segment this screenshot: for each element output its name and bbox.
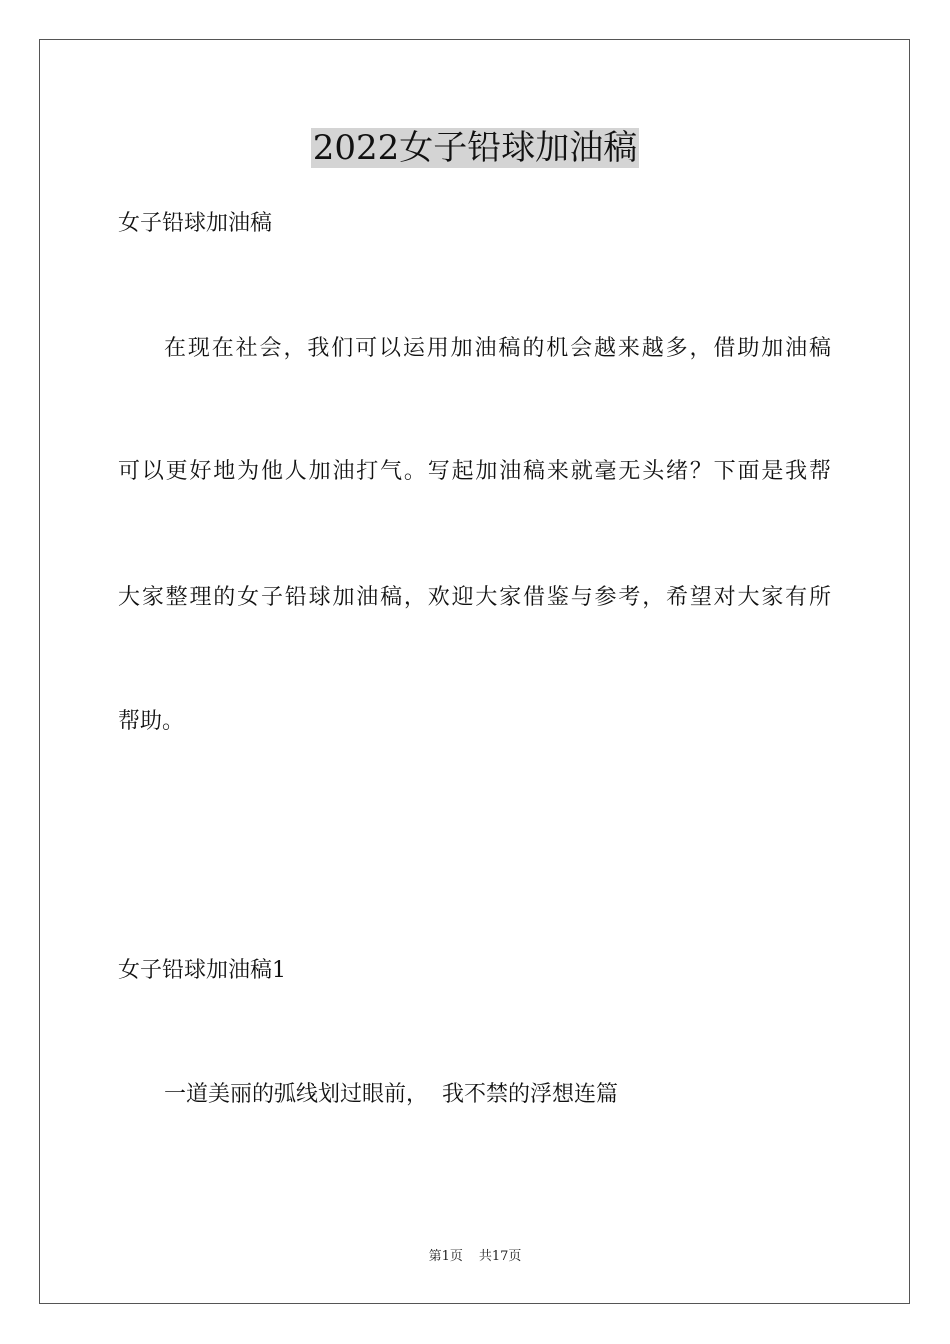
document-title-text: 2022女子铅球加油稿 xyxy=(312,128,638,168)
intro-line-2: 可以更好地为他人加油打气。写起加油稿来就毫无头绪？下面是我帮 xyxy=(118,459,831,484)
page-number: 第1页 xyxy=(428,1249,463,1264)
intro-line-4: 帮助。 xyxy=(118,709,185,734)
section-first-line: 一道美丽的弧线划过眼前， 我不禁的浮想连篇 xyxy=(164,1082,618,1107)
section-heading: 女子铅球加油稿1 xyxy=(118,958,286,983)
page-total: 共17页 xyxy=(478,1249,522,1264)
page-footer xyxy=(0,1248,950,1266)
document-title xyxy=(0,126,950,170)
intro-line-3: 大家整理的女子铅球加油稿，欢迎大家借鉴与参考，希望对大家有所 xyxy=(118,585,831,610)
intro-line-1: 在现在社会，我们可以运用加油稿的机会越来越多，借助加油稿 xyxy=(164,336,831,361)
subtitle: 女子铅球加油稿 xyxy=(118,211,273,236)
